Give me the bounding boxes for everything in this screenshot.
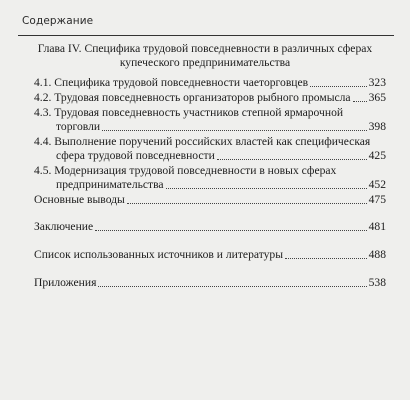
chapter-heading bbox=[30, 42, 380, 70]
toc-page-number: 488 bbox=[368, 248, 386, 261]
dot-leader bbox=[95, 230, 366, 231]
toc-page-number: 365 bbox=[368, 91, 386, 104]
toc-entry-appendices bbox=[34, 276, 386, 290]
toc-page-number: 475 bbox=[368, 193, 386, 206]
toc-entry-label: 4.1. Специфика трудовой повседневности чаеторговцев bbox=[34, 76, 309, 89]
chapter-title-line-1: Глава IV. Специфика трудовой повседневности в различных сферах bbox=[37, 42, 373, 55]
toc-entry-label: Основные выводы bbox=[34, 193, 125, 206]
toc-page-number: 452 bbox=[368, 178, 386, 191]
header-rule bbox=[18, 35, 394, 36]
toc-entry-4-5-cont bbox=[56, 178, 386, 192]
toc-entry-label: 4.4. Выполнение поручений российских властей как специфическая bbox=[34, 135, 371, 148]
toc-entry-label: 4.2. Трудовая повседневность организаторов рыбного промысла bbox=[34, 91, 351, 104]
dot-leader bbox=[98, 286, 366, 287]
toc-entry-afterword bbox=[34, 220, 386, 234]
toc-entry-4-3 bbox=[34, 106, 386, 120]
toc-page-number: 538 bbox=[368, 276, 386, 289]
dot-leader bbox=[353, 101, 367, 102]
toc-entry-label-cont: предпринимательства bbox=[56, 178, 164, 191]
dot-leader bbox=[285, 258, 367, 259]
chapter-title-line-2: купеческого предпринимательства bbox=[119, 56, 291, 69]
toc-entry-4-4 bbox=[34, 135, 386, 149]
dot-leader bbox=[310, 86, 366, 87]
toc-entry-conclusions bbox=[34, 193, 386, 207]
toc-entry-label: Приложения bbox=[34, 276, 97, 289]
toc-page-number: 323 bbox=[368, 76, 386, 89]
toc-page-number: 481 bbox=[368, 220, 386, 233]
dot-leader bbox=[217, 159, 367, 160]
dot-leader bbox=[102, 130, 367, 131]
toc-entry-label-cont: сфера трудовой повседневности bbox=[56, 149, 215, 162]
toc-entry-label: Список использованных источников и литературы bbox=[34, 248, 284, 261]
running-head: Содержание bbox=[22, 15, 94, 27]
toc-entry-4-3-cont bbox=[56, 120, 386, 134]
toc-entry-label: 4.5. Модернизация трудовой повседневности в новых сферах bbox=[34, 164, 337, 177]
toc-page-number: 425 bbox=[368, 149, 386, 162]
toc-entry-label-cont: торговли bbox=[56, 120, 101, 133]
toc-entry-4-1 bbox=[34, 76, 386, 90]
toc-entry-4-4-cont bbox=[56, 149, 386, 163]
toc-entry-label: Заключение bbox=[34, 220, 94, 233]
toc-entry-label: 4.3. Трудовая повседневность участников степной ярмарочной bbox=[34, 106, 344, 119]
dot-leader bbox=[127, 203, 367, 204]
toc-entry-4-2 bbox=[34, 91, 386, 105]
toc-entry-4-5 bbox=[34, 164, 386, 178]
toc-page-number: 398 bbox=[368, 120, 386, 133]
dot-leader bbox=[166, 188, 367, 189]
toc-entry-bibliography bbox=[34, 248, 386, 262]
